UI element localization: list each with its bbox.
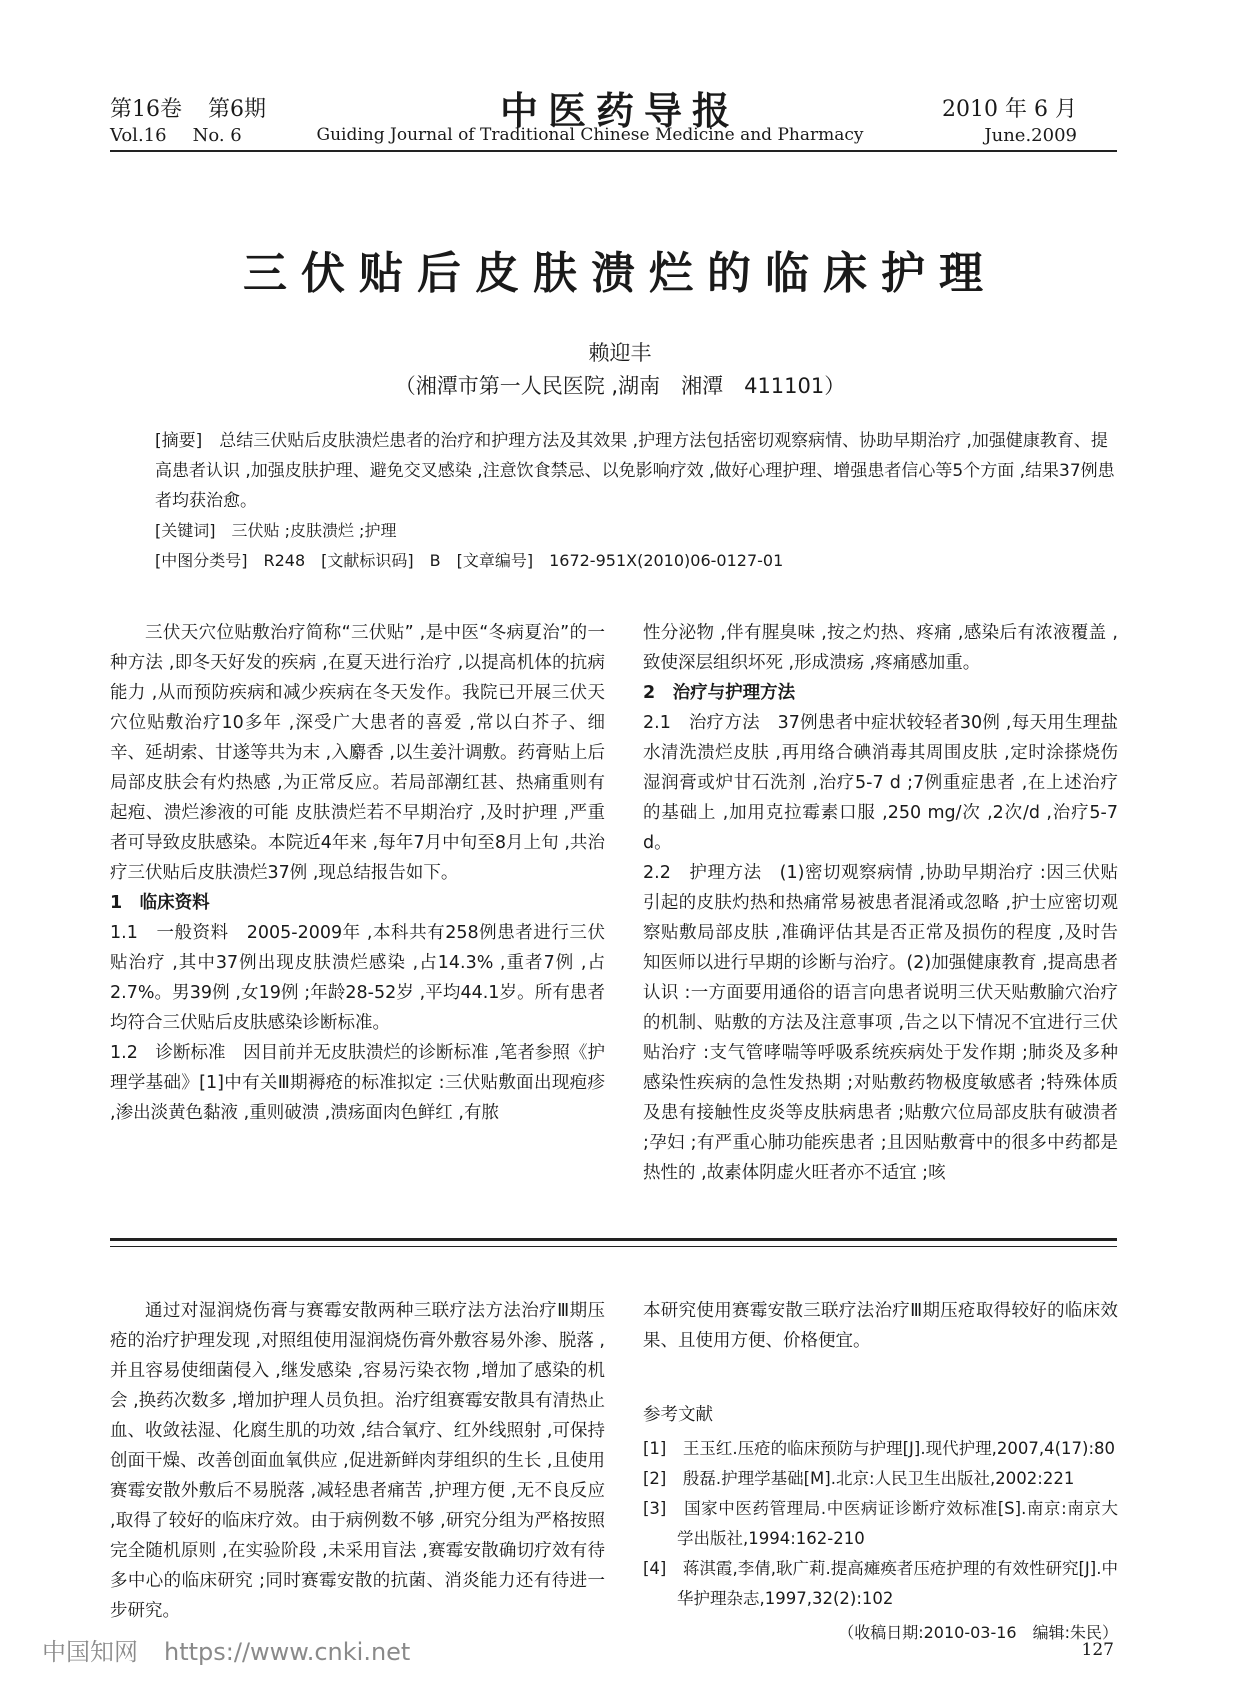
journal-name-en: Guiding Journal of Traditional Chinese Medicine and Pharmacy — [316, 125, 864, 145]
issue-date-en: June.2009 — [984, 125, 1077, 146]
reference-item: [2] 殷磊.护理学基础[M].北京:人民卫生出版社,2002:221 — [643, 1469, 1075, 1488]
volume-en: Vol.16 — [110, 125, 167, 146]
received-date: （收稿日期:2010-03-16 编辑:朱民） — [838, 1623, 1118, 1642]
issue-en: No. 6 — [192, 125, 242, 146]
prev-article-column-left — [110, 1296, 605, 1626]
issue-date-cn: 2010 年 6 月 — [942, 97, 1077, 122]
discussion-paragraph: 通过对湿润烧伤膏与赛霉安散两种三联疗法方法治疗Ⅲ期压疮的治疗护理发现 ,对照组使用湿润烧伤膏外敷容易外渗、脱落 ,并且容易使细菌侵入 ,继发感染 ,容易污染衣物 ,增加了感染的机会 ,换药次数多 ,增加护理人员负担。治疗组赛霉安散具有清热止血、收敛祛湿、化腐生肌的功效 ,结合氧疗、红外线照射 ,可保持创面干燥、改善创面血氧供应 ,促进新鲜肉芽组织的生长 ,且使用赛霉安散外敷后不易脱落 ,减轻患者痛苦 ,护理方便 ,无不良反应 ,取得了较好的临床疗效。由于病例数不够 ,研究分组为严格按照完全随机原则 ,在实验阶段 ,未采用盲法 ,赛霉安散确切疗效有待多中心的临床研究 ;同时赛霉安散的抗菌、消炎能力还有待进一步研究。 — [110, 1301, 605, 1621]
reference-item: [1] 王玉红.压疮的临床预防与护理[J].现代护理,2007,4(17):80 — [643, 1439, 1116, 1458]
cnki-watermark — [42, 1632, 410, 1667]
article-affiliation: （湘潭市第一人民医院 ,湖南 湘潭 411101） — [394, 374, 846, 398]
section-heading-2: 2 治疗与护理方法 — [643, 683, 796, 703]
volume-cn: 第16卷 — [110, 97, 182, 122]
section-heading-1: 1 临床资料 — [110, 893, 210, 913]
issue-cn: 第6期 — [208, 97, 266, 122]
article-author: 赖迎丰 — [588, 341, 652, 365]
keywords: [关键词] 三伏贴 ;皮肤溃烂 ;护理 — [155, 521, 397, 540]
classification: [中图分类号] R248 [文献标识码] B [文章编号] 1672-951X(2010)06-0127-01 — [155, 551, 784, 570]
body-column-left — [110, 618, 605, 1128]
diagnosis-continued: 性分泌物 ,伴有腥臭味 ,按之灼热、疼痛 ,感染后有浓液覆盖 ,致使深层组织坏死 ,形成溃疡 ,疼痛感加重。 — [643, 623, 1118, 673]
article-title: 三伏贴后皮肤溃烂的临床护理 — [243, 248, 997, 299]
abstract-text: [摘要] 总结三伏贴后皮肤溃烂患者的治疗和护理方法及其效果 ,护理方法包括密切观察病情、协助早期治疗 ,加强健康教育、提高患者认识 ,加强皮肤护理、避免交叉感染 ,注意饮食禁忌、以免影响疗效 ,做好心理护理、增强患者信心等5个方面 ,结果37例患者均获治愈。 — [155, 431, 1115, 511]
intro-paragraph: 三伏天穴位贴敷治疗简称“三伏贴” ,是中医“冬病夏治”的一种方法 ,即冬天好发的疾病 ,在夏天进行治疗 ,以提高机体的抗病能力 ,从而预防疾病和减少疾病在冬天发作。我院已开展三伏天穴位贴敷治疗10多年 ,深受广大患者的喜爱 ,常以白芥子、细辛、延胡索、甘遂等共为末 ,入麝香 ,以生姜汁调敷。药膏贴上后局部皮肤会有灼热感 ,为正常反应。若局部潮红甚、热痛重则有起疱、溃烂渗液的可能 皮肤溃烂若不早期治疗 ,及时护理 ,严重者可导致皮肤感染。本院近4年来 ,每年7月中旬至8月上旬 ,共治疗三伏贴后皮肤溃烂37例 ,现总结报告如下。 — [110, 623, 605, 883]
prev-article-column-right — [643, 1296, 1118, 1648]
references-heading: 参考文献 — [643, 1405, 713, 1425]
reference-item: [3] 国家中医药管理局.中医病证诊断疗效标准[S].南京:南京大学出版社,1994:162-210 — [643, 1499, 1118, 1548]
treatment-paragraph: 2.1 治疗方法 37例患者中症状较轻者30例 ,每天用生理盐水清洗溃烂皮肤 ,再用络合碘消毒其周围皮肤 ,定时涂搽烧伤湿润膏或炉甘石洗剂 ,治疗5-7 d ;7例重症患者 ,在上述治疗的基础上 ,加用克拉霉素口服 ,250 mg/次 ,2次/d ,治疗5-7 d。 — [643, 713, 1118, 853]
article-separator-rule-thin — [110, 1246, 1117, 1247]
journal-masthead: 中医药导报 — [499, 89, 740, 133]
watermark-url: https://www.cnki.net — [164, 1638, 411, 1666]
body-column-right — [643, 618, 1118, 1188]
conclusion-paragraph: 本研究使用赛霉安散三联疗法治疗Ⅲ期压疮取得较好的临床效果、且使用方便、价格便宜。 — [643, 1301, 1118, 1351]
header-rule — [110, 150, 1117, 152]
diagnosis-paragraph: 1.2 诊断标准 因目前并无皮肤溃烂的诊断标准 ,笔者参照《护理学基础》[1]中有关Ⅲ期褥疮的标准拟定 :三伏贴敷面出现疱疹 ,渗出淡黄色黏液 ,重则破溃 ,溃疡面肉色鲜红 ,有脓 — [110, 1043, 605, 1123]
abstract-block — [155, 426, 1115, 576]
reference-item: [4] 蒋淇霞,李倩,耿广莉.提高瘫痪者压疮护理的有效性研究[J].中华护理杂志,1997,32(2):102 — [643, 1559, 1118, 1608]
page-number: 127 — [1081, 1640, 1114, 1660]
general-data-paragraph: 1.1 一般资料 2005-2009年 ,本科共有258例患者进行三伏贴治疗 ,其中37例出现皮肤溃烂感染 ,占14.3% ,重者7例 ,占2.7%。男39例 ,女19例 ;年龄28-52岁 ,平均44.1岁。所有患者均符合三伏贴后皮肤感染诊断标准。 — [110, 923, 605, 1033]
watermark-cn: 中国知网 — [42, 1638, 138, 1666]
reference-list — [643, 1434, 1118, 1614]
nursing-paragraph: 2.2 护理方法 (1)密切观察病情 ,协助早期治疗 :因三伏贴引起的皮肤灼热和热痛常易被患者混淆或忽略 ,护士应密切观察贴敷局部皮肤 ,准确评估其是否正常及损伤的程度 ,及时告知医师以进行早期的诊断与治疗。(2)加强健康教育 ,提高患者认识 :一方面要用通俗的语言向患者说明三伏天贴敷腧穴治疗的机制、贴敷的方法及注意事项 ,告之以下情况不宜进行三伏贴治疗 :支气管哮喘等呼吸系统疾病处于发作期 ;肺炎及多种感染性疾病的急性发热期 ;对贴敷药物极度敏感者 ;特殊体质及患有接触性皮炎等皮肤病患者 ;贴敷穴位局部皮肤有破溃者 ;孕妇 ;有严重心肺功能疾患者 ;且因贴敷膏中的很多中药都是热性的 ,故素体阴虚火旺者亦不适宜 ;咳 — [643, 863, 1118, 1183]
article-separator-rule — [110, 1238, 1117, 1241]
references — [643, 1400, 1118, 1648]
